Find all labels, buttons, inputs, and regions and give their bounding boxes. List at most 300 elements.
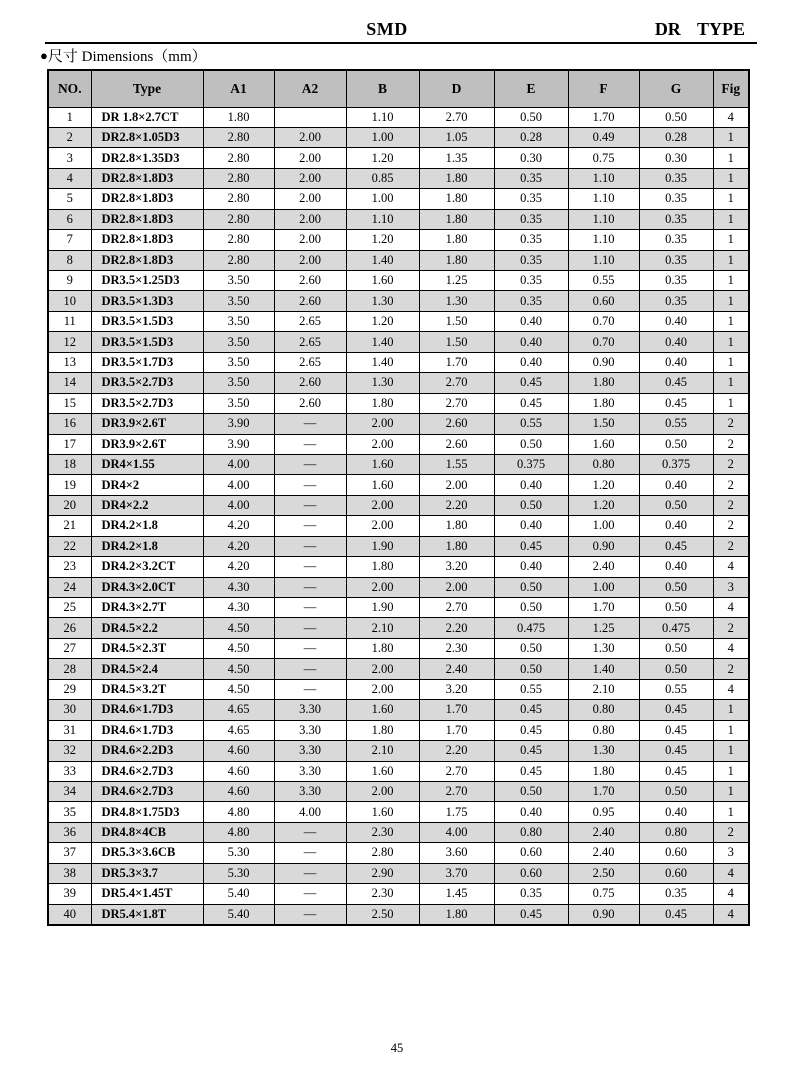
cell-g: 0.40: [639, 557, 713, 577]
cell-no: 39: [48, 884, 91, 904]
cell-g: 0.35: [639, 209, 713, 229]
table-row: [48, 311, 749, 331]
cell-no: 4: [48, 168, 91, 188]
table-row: [48, 107, 749, 127]
cell-d: 2.70: [419, 598, 494, 618]
cell-e: 0.35: [494, 189, 568, 209]
cell-d: 2.60: [419, 434, 494, 454]
column-header-no: NO.: [48, 70, 91, 107]
cell-fig: 2: [713, 434, 749, 454]
cell-fig: 1: [713, 373, 749, 393]
cell-f: 0.90: [568, 904, 639, 924]
cell-b: 1.20: [346, 230, 419, 250]
cell-a1: 5.30: [203, 863, 274, 883]
cell-d: 1.50: [419, 332, 494, 352]
cell-fig: 1: [713, 352, 749, 372]
cell-d: 1.80: [419, 168, 494, 188]
cell-g: 0.475: [639, 618, 713, 638]
cell-e: 0.35: [494, 230, 568, 250]
cell-b: 1.30: [346, 373, 419, 393]
cell-e: 0.55: [494, 414, 568, 434]
table-row: [48, 700, 749, 720]
cell-fig: 1: [713, 271, 749, 291]
cell-fig: 1: [713, 311, 749, 331]
cell-e: 0.30: [494, 148, 568, 168]
cell-a2: 2.00: [274, 250, 346, 270]
cell-fig: 1: [713, 802, 749, 822]
cell-e: 0.45: [494, 741, 568, 761]
cell-f: 1.30: [568, 741, 639, 761]
cell-d: 1.80: [419, 904, 494, 924]
section-title-label: 尺寸 Dimensions（mm）: [47, 49, 207, 65]
cell-no: 40: [48, 904, 91, 924]
cell-type: DR5.3×3.6CB: [91, 843, 203, 863]
cell-no: 7: [48, 230, 91, 250]
cell-a1: 4.20: [203, 536, 274, 556]
cell-g: 0.50: [639, 577, 713, 597]
cell-type: DR2.8×1.8D3: [91, 250, 203, 270]
cell-a2: —: [274, 495, 346, 515]
cell-no: 31: [48, 720, 91, 740]
cell-no: 30: [48, 700, 91, 720]
cell-a1: 3.50: [203, 373, 274, 393]
cell-fig: 1: [713, 700, 749, 720]
cell-g: 0.45: [639, 761, 713, 781]
cell-a2: 3.30: [274, 720, 346, 740]
cell-b: 1.60: [346, 700, 419, 720]
cell-no: 32: [48, 741, 91, 761]
cell-type: DR2.8×1.35D3: [91, 148, 203, 168]
cell-g: 0.28: [639, 127, 713, 147]
cell-b: 1.80: [346, 720, 419, 740]
cell-type: DR4.5×3.2T: [91, 679, 203, 699]
table-row: [48, 148, 749, 168]
cell-d: 1.05: [419, 127, 494, 147]
cell-e: 0.50: [494, 495, 568, 515]
cell-a2: —: [274, 454, 346, 474]
cell-g: 0.40: [639, 516, 713, 536]
cell-fig: 4: [713, 863, 749, 883]
cell-f: 1.80: [568, 393, 639, 413]
cell-a1: 4.50: [203, 618, 274, 638]
cell-type: DR4.2×1.8: [91, 536, 203, 556]
cell-fig: 4: [713, 904, 749, 924]
cell-a1: 3.50: [203, 332, 274, 352]
cell-no: 8: [48, 250, 91, 270]
cell-no: 14: [48, 373, 91, 393]
cell-a2: —: [274, 414, 346, 434]
cell-g: 0.80: [639, 822, 713, 842]
table-row: [48, 904, 749, 924]
cell-b: 1.00: [346, 189, 419, 209]
cell-d: 1.70: [419, 352, 494, 372]
cell-a2: 2.00: [274, 148, 346, 168]
cell-a2: —: [274, 659, 346, 679]
cell-f: 1.60: [568, 434, 639, 454]
cell-e: 0.40: [494, 332, 568, 352]
cell-type: DR3.5×1.5D3: [91, 332, 203, 352]
cell-no: 22: [48, 536, 91, 556]
cell-b: 2.00: [346, 495, 419, 515]
cell-fig: 1: [713, 168, 749, 188]
cell-a2: 3.30: [274, 761, 346, 781]
cell-a2: —: [274, 638, 346, 658]
cell-b: 2.10: [346, 618, 419, 638]
cell-e: 0.60: [494, 863, 568, 883]
cell-e: 0.35: [494, 884, 568, 904]
cell-g: 0.50: [639, 598, 713, 618]
cell-g: 0.375: [639, 454, 713, 474]
cell-d: 2.20: [419, 618, 494, 638]
cell-a1: 2.80: [203, 250, 274, 270]
cell-a2: 3.30: [274, 741, 346, 761]
table-row: [48, 598, 749, 618]
cell-b: 2.30: [346, 822, 419, 842]
cell-f: 0.80: [568, 454, 639, 474]
header-rule: [45, 42, 757, 44]
cell-d: 2.00: [419, 475, 494, 495]
cell-a1: 1.80: [203, 107, 274, 127]
table-row: [48, 802, 749, 822]
table-row: [48, 230, 749, 250]
cell-no: 33: [48, 761, 91, 781]
column-header-b: B: [346, 70, 419, 107]
cell-b: 2.00: [346, 659, 419, 679]
cell-type: DR4.8×4CB: [91, 822, 203, 842]
cell-a1: 2.80: [203, 148, 274, 168]
cell-e: 0.35: [494, 168, 568, 188]
cell-d: 2.70: [419, 393, 494, 413]
cell-a1: 4.00: [203, 475, 274, 495]
cell-d: 1.80: [419, 209, 494, 229]
cell-a1: 3.90: [203, 414, 274, 434]
cell-b: 1.90: [346, 536, 419, 556]
cell-g: 0.35: [639, 271, 713, 291]
cell-no: 36: [48, 822, 91, 842]
cell-g: 0.60: [639, 863, 713, 883]
cell-f: 1.40: [568, 659, 639, 679]
cell-fig: 1: [713, 250, 749, 270]
cell-b: 1.80: [346, 557, 419, 577]
cell-a2: 2.65: [274, 311, 346, 331]
cell-fig: 1: [713, 127, 749, 147]
cell-b: 1.60: [346, 454, 419, 474]
cell-b: 2.50: [346, 904, 419, 924]
cell-a2: —: [274, 679, 346, 699]
cell-e: 0.50: [494, 598, 568, 618]
cell-d: 1.50: [419, 311, 494, 331]
cell-d: 1.30: [419, 291, 494, 311]
cell-g: 0.40: [639, 311, 713, 331]
cell-b: 1.60: [346, 475, 419, 495]
cell-type: DR4×2: [91, 475, 203, 495]
cell-e: 0.50: [494, 434, 568, 454]
page-number: 45: [390, 1041, 404, 1055]
cell-g: 0.40: [639, 475, 713, 495]
cell-no: 23: [48, 557, 91, 577]
section-title: [40, 45, 794, 68]
cell-d: 1.70: [419, 700, 494, 720]
table-row: [48, 271, 749, 291]
cell-type: DR2.8×1.8D3: [91, 168, 203, 188]
table-row: [48, 557, 749, 577]
cell-no: 26: [48, 618, 91, 638]
cell-a1: 2.80: [203, 127, 274, 147]
cell-type: DR2.8×1.8D3: [91, 189, 203, 209]
cell-fig: 2: [713, 495, 749, 515]
cell-f: 0.55: [568, 271, 639, 291]
cell-a1: 2.80: [203, 230, 274, 250]
cell-f: 1.70: [568, 598, 639, 618]
cell-fig: 4: [713, 679, 749, 699]
cell-f: 1.80: [568, 761, 639, 781]
cell-b: 1.40: [346, 332, 419, 352]
cell-d: 2.70: [419, 781, 494, 801]
cell-f: 1.50: [568, 414, 639, 434]
cell-a2: —: [274, 475, 346, 495]
cell-f: 2.40: [568, 557, 639, 577]
cell-a1: 3.50: [203, 393, 274, 413]
cell-e: 0.80: [494, 822, 568, 842]
cell-d: 1.80: [419, 230, 494, 250]
cell-a1: 4.20: [203, 516, 274, 536]
cell-e: 0.40: [494, 516, 568, 536]
cell-e: 0.55: [494, 679, 568, 699]
table-row: [48, 209, 749, 229]
cell-f: 1.10: [568, 230, 639, 250]
cell-a2: —: [274, 536, 346, 556]
cell-fig: 1: [713, 761, 749, 781]
cell-g: 0.50: [639, 434, 713, 454]
cell-d: 3.20: [419, 679, 494, 699]
cell-f: 0.90: [568, 536, 639, 556]
table-row: [48, 189, 749, 209]
cell-a2: —: [274, 884, 346, 904]
table-row: [48, 761, 749, 781]
cell-a2: 2.60: [274, 291, 346, 311]
cell-fig: 2: [713, 659, 749, 679]
cell-type: DR4.6×2.7D3: [91, 761, 203, 781]
cell-d: 2.70: [419, 761, 494, 781]
cell-g: 0.45: [639, 741, 713, 761]
cell-e: 0.50: [494, 659, 568, 679]
cell-d: 2.40: [419, 659, 494, 679]
column-header-e: E: [494, 70, 568, 107]
cell-g: 0.35: [639, 291, 713, 311]
cell-e: 0.35: [494, 271, 568, 291]
cell-a1: 4.65: [203, 700, 274, 720]
cell-fig: 1: [713, 741, 749, 761]
cell-f: 0.70: [568, 332, 639, 352]
cell-a2: —: [274, 434, 346, 454]
cell-e: 0.45: [494, 700, 568, 720]
column-header-a2: A2: [274, 70, 346, 107]
cell-fig: 2: [713, 516, 749, 536]
cell-g: 0.45: [639, 373, 713, 393]
cell-a1: 4.60: [203, 781, 274, 801]
cell-g: 0.35: [639, 884, 713, 904]
table-row: [48, 720, 749, 740]
cell-b: 0.85: [346, 168, 419, 188]
cell-d: 2.70: [419, 373, 494, 393]
cell-e: 0.40: [494, 802, 568, 822]
cell-g: 0.50: [639, 638, 713, 658]
cell-a1: 4.60: [203, 761, 274, 781]
table-row: [48, 434, 749, 454]
table-row: [48, 863, 749, 883]
table-row: [48, 516, 749, 536]
cell-type: DR3.9×2.6T: [91, 414, 203, 434]
cell-e: 0.45: [494, 536, 568, 556]
cell-a2: 2.00: [274, 209, 346, 229]
cell-f: 2.10: [568, 679, 639, 699]
cell-a2: —: [274, 577, 346, 597]
cell-a1: 4.50: [203, 638, 274, 658]
cell-fig: 1: [713, 291, 749, 311]
cell-f: 0.90: [568, 352, 639, 372]
cell-f: 2.40: [568, 843, 639, 863]
cell-a1: 4.00: [203, 454, 274, 474]
cell-e: 0.40: [494, 311, 568, 331]
bullet-icon: ●: [40, 48, 48, 63]
cell-no: 2: [48, 127, 91, 147]
cell-d: 2.20: [419, 495, 494, 515]
cell-no: 5: [48, 189, 91, 209]
cell-no: 1: [48, 107, 91, 127]
table-row: [48, 741, 749, 761]
cell-a2: —: [274, 863, 346, 883]
cell-no: 25: [48, 598, 91, 618]
cell-fig: 1: [713, 148, 749, 168]
cell-a2: 4.00: [274, 802, 346, 822]
cell-b: 1.00: [346, 127, 419, 147]
cell-type: DR3.5×2.7D3: [91, 393, 203, 413]
cell-e: 0.475: [494, 618, 568, 638]
cell-e: 0.35: [494, 250, 568, 270]
cell-e: 0.28: [494, 127, 568, 147]
cell-d: 1.80: [419, 189, 494, 209]
cell-fig: 4: [713, 107, 749, 127]
cell-g: 0.40: [639, 802, 713, 822]
cell-f: 0.70: [568, 311, 639, 331]
column-header-g: G: [639, 70, 713, 107]
cell-b: 2.30: [346, 884, 419, 904]
cell-d: 3.60: [419, 843, 494, 863]
cell-d: 2.20: [419, 741, 494, 761]
cell-a2: —: [274, 904, 346, 924]
cell-f: 2.40: [568, 822, 639, 842]
cell-b: 1.10: [346, 209, 419, 229]
cell-no: 20: [48, 495, 91, 515]
cell-b: 1.60: [346, 802, 419, 822]
cell-g: 0.50: [639, 659, 713, 679]
cell-type: DR4.6×2.7D3: [91, 781, 203, 801]
cell-d: 1.45: [419, 884, 494, 904]
cell-e: 0.45: [494, 720, 568, 740]
table-row: [48, 414, 749, 434]
cell-type: DR3.5×1.5D3: [91, 311, 203, 331]
cell-no: 17: [48, 434, 91, 454]
cell-a1: 3.90: [203, 434, 274, 454]
cell-type: DR4.6×1.7D3: [91, 700, 203, 720]
cell-a1: 2.80: [203, 209, 274, 229]
cell-b: 1.60: [346, 761, 419, 781]
table-row: [48, 781, 749, 801]
cell-type: DR2.8×1.8D3: [91, 209, 203, 229]
cell-f: 0.75: [568, 884, 639, 904]
table-row: [48, 168, 749, 188]
cell-type: DR4.3×2.0CT: [91, 577, 203, 597]
table-row: [48, 679, 749, 699]
cell-a1: 3.50: [203, 271, 274, 291]
cell-type: DR5.4×1.8T: [91, 904, 203, 924]
cell-no: 28: [48, 659, 91, 679]
cell-fig: 1: [713, 189, 749, 209]
cell-a1: 4.30: [203, 577, 274, 597]
cell-no: 37: [48, 843, 91, 863]
cell-fig: 2: [713, 454, 749, 474]
table-row: [48, 577, 749, 597]
cell-fig: 2: [713, 536, 749, 556]
cell-f: 1.25: [568, 618, 639, 638]
cell-g: 0.45: [639, 393, 713, 413]
cell-type: DR2.8×1.05D3: [91, 127, 203, 147]
column-header-d: D: [419, 70, 494, 107]
cell-e: 0.40: [494, 475, 568, 495]
cell-d: 1.70: [419, 720, 494, 740]
cell-a2: 2.60: [274, 373, 346, 393]
table-row: [48, 822, 749, 842]
cell-d: 1.35: [419, 148, 494, 168]
cell-type: DR4.5×2.4: [91, 659, 203, 679]
cell-d: 1.55: [419, 454, 494, 474]
cell-e: 0.50: [494, 107, 568, 127]
cell-f: 1.30: [568, 638, 639, 658]
cell-d: 2.70: [419, 107, 494, 127]
cell-type: DR4.3×2.7T: [91, 598, 203, 618]
cell-a1: 5.30: [203, 843, 274, 863]
cell-e: 0.45: [494, 393, 568, 413]
cell-a1: 4.20: [203, 557, 274, 577]
cell-g: 0.55: [639, 679, 713, 699]
cell-b: 2.00: [346, 434, 419, 454]
cell-no: 11: [48, 311, 91, 331]
cell-f: 0.95: [568, 802, 639, 822]
cell-a2: —: [274, 598, 346, 618]
cell-d: 4.00: [419, 822, 494, 842]
table-row: [48, 393, 749, 413]
cell-g: 0.40: [639, 332, 713, 352]
cell-a2: 2.65: [274, 332, 346, 352]
cell-a1: 4.65: [203, 720, 274, 740]
cell-type: DR3.5×2.7D3: [91, 373, 203, 393]
cell-fig: 4: [713, 638, 749, 658]
table-row: [48, 843, 749, 863]
cell-fig: 2: [713, 414, 749, 434]
cell-a2: 2.65: [274, 352, 346, 372]
cell-no: 24: [48, 577, 91, 597]
cell-fig: 3: [713, 577, 749, 597]
cell-a1: 3.50: [203, 311, 274, 331]
cell-f: 1.20: [568, 475, 639, 495]
cell-a2: —: [274, 618, 346, 638]
cell-a1: 4.80: [203, 822, 274, 842]
cell-a2: 2.60: [274, 393, 346, 413]
cell-f: 1.10: [568, 209, 639, 229]
cell-g: 0.50: [639, 781, 713, 801]
cell-e: 0.35: [494, 209, 568, 229]
cell-a2: —: [274, 516, 346, 536]
